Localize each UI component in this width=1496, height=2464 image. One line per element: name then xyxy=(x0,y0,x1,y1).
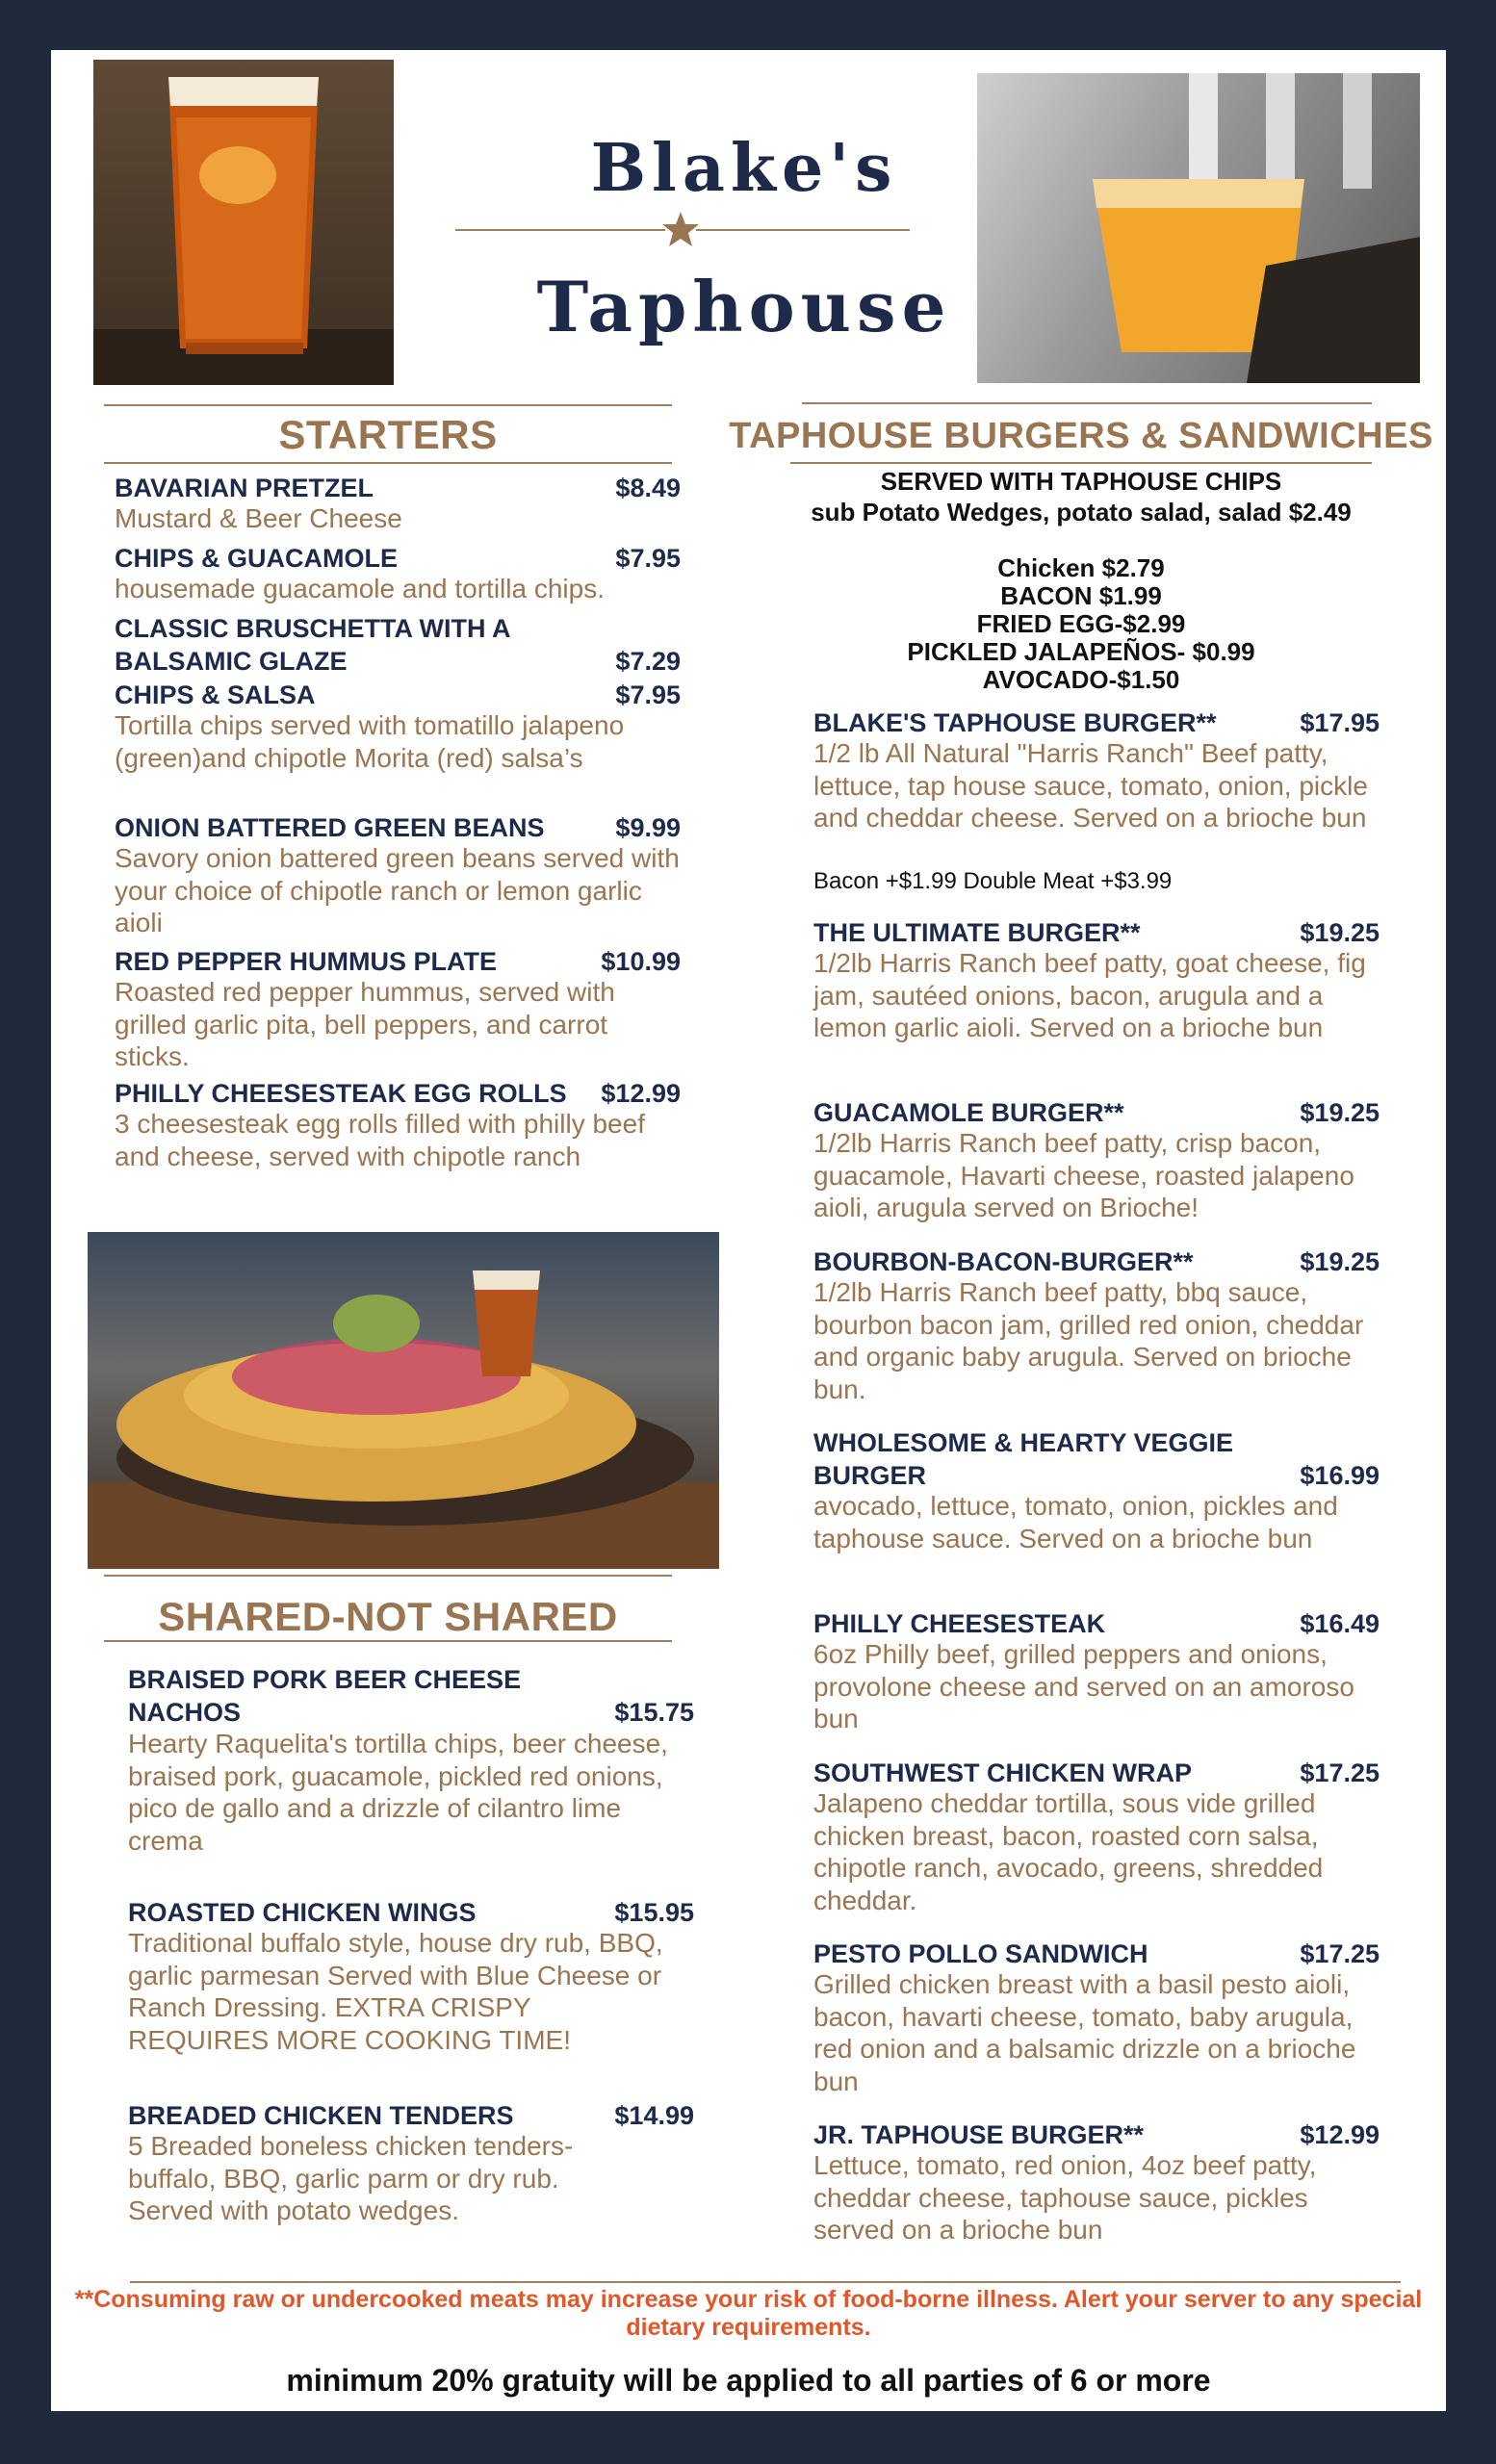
addon-item: PICKLED JALAPEÑOS- $0.99 xyxy=(907,637,1255,666)
starter-desc: 3 cheesesteak egg rolls filled with philly beef and cheese, served with chipotle ranch xyxy=(115,1109,645,1171)
served-with-note: SERVED WITH TAPHOUSE CHIPS xyxy=(880,467,1282,496)
shared-rule-bottom xyxy=(104,1640,672,1642)
burger-extra: Bacon +$1.99 Double Meat +$3.99 xyxy=(813,868,1173,894)
shared-price: $15.75 xyxy=(614,1698,694,1727)
burger-desc: 1/2 lb All Natural "Harris Ranch" Beef patty, lettuce, tap house sauce, tomato, onion, pickle and cheddar cheese. Served on a brioche bun xyxy=(813,738,1368,833)
burger-desc: avocado, lettuce, tomato, onion, pickles and taphouse sauce. Served on a brioche bun xyxy=(813,1491,1338,1553)
logo-rule-right xyxy=(696,229,910,231)
star-icon xyxy=(661,210,700,248)
burger-price: $17.25 xyxy=(1300,1939,1380,1968)
starter-desc: Mustard & Beer Cheese xyxy=(115,503,402,533)
starter-price: $9.99 xyxy=(615,813,681,842)
burger-name: GUACAMOLE BURGER** xyxy=(813,1098,1124,1127)
addon-item: FRIED EGG-$2.99 xyxy=(976,609,1186,638)
shared-price: $15.95 xyxy=(614,1898,694,1927)
addon-item: AVOCADO-$1.50 xyxy=(982,665,1180,694)
burger-name: BLAKE'S TAPHOUSE BURGER** xyxy=(813,708,1217,737)
shared-name: ROASTED CHICKEN WINGS xyxy=(128,1898,477,1927)
burger-name: BOURBON-BACON-BURGER** xyxy=(813,1247,1194,1276)
starter-name: CHIPS & SALSA xyxy=(115,680,316,709)
starter-name: BAVARIAN PRETZEL xyxy=(115,474,374,502)
starter-name: PHILLY CHEESESTEAK EGG ROLLS xyxy=(115,1079,567,1108)
shared-price: $14.99 xyxy=(614,2101,694,2130)
shared-rule-top xyxy=(104,1575,672,1577)
starter-desc: Roasted red pepper hummus, served with grilled garlic pita, bell peppers, and carrot sticks. xyxy=(115,977,615,1071)
addon-item: Chicken $2.79 xyxy=(997,553,1165,582)
burger-price: $19.25 xyxy=(1300,1098,1380,1127)
burger-desc: 1/2lb Harris Ranch beef patty, crisp bacon, guacamole, Havarti cheese, roasted jalapeno aioli, arugula served on Brioche! xyxy=(813,1128,1354,1222)
burgers-rule-bottom xyxy=(790,462,1372,464)
starter-name: CLASSIC BRUSCHETTA WITH A xyxy=(115,614,511,643)
shared-title: SHARED-NOT SHARED xyxy=(158,1594,618,1639)
burger-desc: Grilled chicken breast with a basil pesto aioli, bacon, havarti cheese, tomato, baby arugula, red onion and a balsamic drizzle on a brioche bun xyxy=(813,1969,1356,2096)
burger-name: THE ULTIMATE BURGER** xyxy=(813,918,1141,947)
beer-tap-photo xyxy=(977,73,1420,383)
starter-name-line2: BALSAMIC GLAZE xyxy=(115,647,348,676)
gratuity-notice: minimum 20% gratuity will be applied to all parties of 6 or more xyxy=(286,2363,1211,2398)
burger-desc: 1/2lb Harris Ranch beef patty, bbq sauce, bourbon bacon jam, grilled red onion, cheddar and organic baby arugula. Served on brioche bun. xyxy=(813,1277,1364,1404)
burger-desc: 6oz Philly beef, grilled peppers and onions, provolone cheese and served on an amoroso bun xyxy=(813,1639,1354,1733)
burger-name: PESTO POLLO SANDWICH xyxy=(813,1939,1148,1968)
starter-price: $12.99 xyxy=(601,1079,681,1108)
shared-desc: Hearty Raquelita's tortilla chips, beer cheese, braised pork, guacamole, pickled red onions, pico de gallo and a drizzle of cilantro lime crema xyxy=(128,1729,668,1856)
burger-name-line2: BURGER xyxy=(813,1461,927,1490)
burger-desc: Lettuce, tomato, red onion, 4oz beef patty, cheddar cheese, taphouse sauce, pickles served on a brioche bun xyxy=(813,2150,1317,2245)
brand-name-line2: Taphouse xyxy=(536,266,952,347)
starter-price: $7.95 xyxy=(615,680,681,709)
starter-price: $7.95 xyxy=(615,544,681,573)
burger-desc: Jalapeno cheddar tortilla, sous vide grilled chicken breast, bacon, roasted corn salsa, chipotle ranch, avocado, greens, shredded cheddar. xyxy=(813,1788,1324,1915)
brand-name-line1: Blake's xyxy=(590,130,898,207)
burger-desc: 1/2lb Harris Ranch beef patty, goat cheese, fig jam, sautéed onions, bacon, arugula and a lemon garlic aioli. Served on a brioche bun xyxy=(813,948,1366,1042)
food-safety-warning: **Consuming raw or undercooked meats may increase your risk of food-borne illness. Alert your server to any special dietary requirements. xyxy=(74,2286,1423,2341)
starter-desc: Savory onion battered green beans served with your choice of chipotle ranch or lemon garlic aioli xyxy=(115,843,680,937)
burger-price: $12.99 xyxy=(1300,2120,1380,2149)
burger-price: $16.49 xyxy=(1300,1609,1380,1638)
nachos-photo xyxy=(88,1232,719,1569)
burger-name: PHILLY CHEESESTEAK xyxy=(813,1609,1106,1638)
burger-price: $16.99 xyxy=(1300,1461,1380,1490)
starter-name: ONION BATTERED GREEN BEANS xyxy=(115,813,545,842)
burger-price: $19.25 xyxy=(1300,918,1380,947)
burger-price: $17.25 xyxy=(1300,1758,1380,1787)
shared-name: BREADED CHICKEN TENDERS xyxy=(128,2101,514,2130)
sub-sides-note: sub Potato Wedges, potato salad, salad $2.49 xyxy=(811,498,1352,526)
starters-rule-top xyxy=(104,404,672,406)
starter-name: RED PEPPER HUMMUS PLATE xyxy=(115,947,498,976)
starters-rule-bottom xyxy=(104,462,672,464)
shared-desc: Traditional buffalo style, house dry rub, BBQ, garlic parmesan Served with Blue Cheese or Ranch Dressing. EXTRA CRISPY REQUIRES MORE COOKING TIME! xyxy=(128,1928,663,2055)
starter-name: CHIPS & GUACAMOLE xyxy=(115,544,399,573)
footer-rule xyxy=(130,2281,1401,2283)
burger-name: SOUTHWEST CHICKEN WRAP xyxy=(813,1758,1192,1787)
burger-price: $19.25 xyxy=(1300,1247,1380,1276)
burgers-title: TAPHOUSE BURGERS & SANDWICHES xyxy=(729,416,1433,456)
menu-page xyxy=(51,50,1446,2411)
shared-name-line2: NACHOS xyxy=(128,1698,242,1727)
starter-price: $8.49 xyxy=(615,474,681,502)
burgers-rule-top xyxy=(802,402,1372,404)
starter-price: $7.29 xyxy=(615,647,681,676)
logo-rule-left xyxy=(455,229,665,231)
shared-name: BRAISED PORK BEER CHEESE xyxy=(128,1665,522,1694)
starter-price: $10.99 xyxy=(601,947,681,976)
burger-price: $17.95 xyxy=(1300,708,1380,737)
starters-title: STARTERS xyxy=(278,412,498,457)
starter-desc: housemade guacamole and tortilla chips. xyxy=(115,574,605,603)
beer-glass-photo xyxy=(93,60,394,385)
burger-name: WHOLESOME & HEARTY VEGGIE xyxy=(813,1428,1234,1457)
shared-desc: 5 Breaded boneless chicken tenders- buffalo, BBQ, garlic parm or dry rub. Served with potato wedges. xyxy=(128,2131,574,2225)
addon-item: BACON $1.99 xyxy=(1000,581,1162,610)
burger-name: JR. TAPHOUSE BURGER** xyxy=(813,2120,1145,2149)
starter-desc: Tortilla chips served with tomatillo jalapeno (green)and chipotle Morita (red) salsa’s xyxy=(115,710,625,773)
